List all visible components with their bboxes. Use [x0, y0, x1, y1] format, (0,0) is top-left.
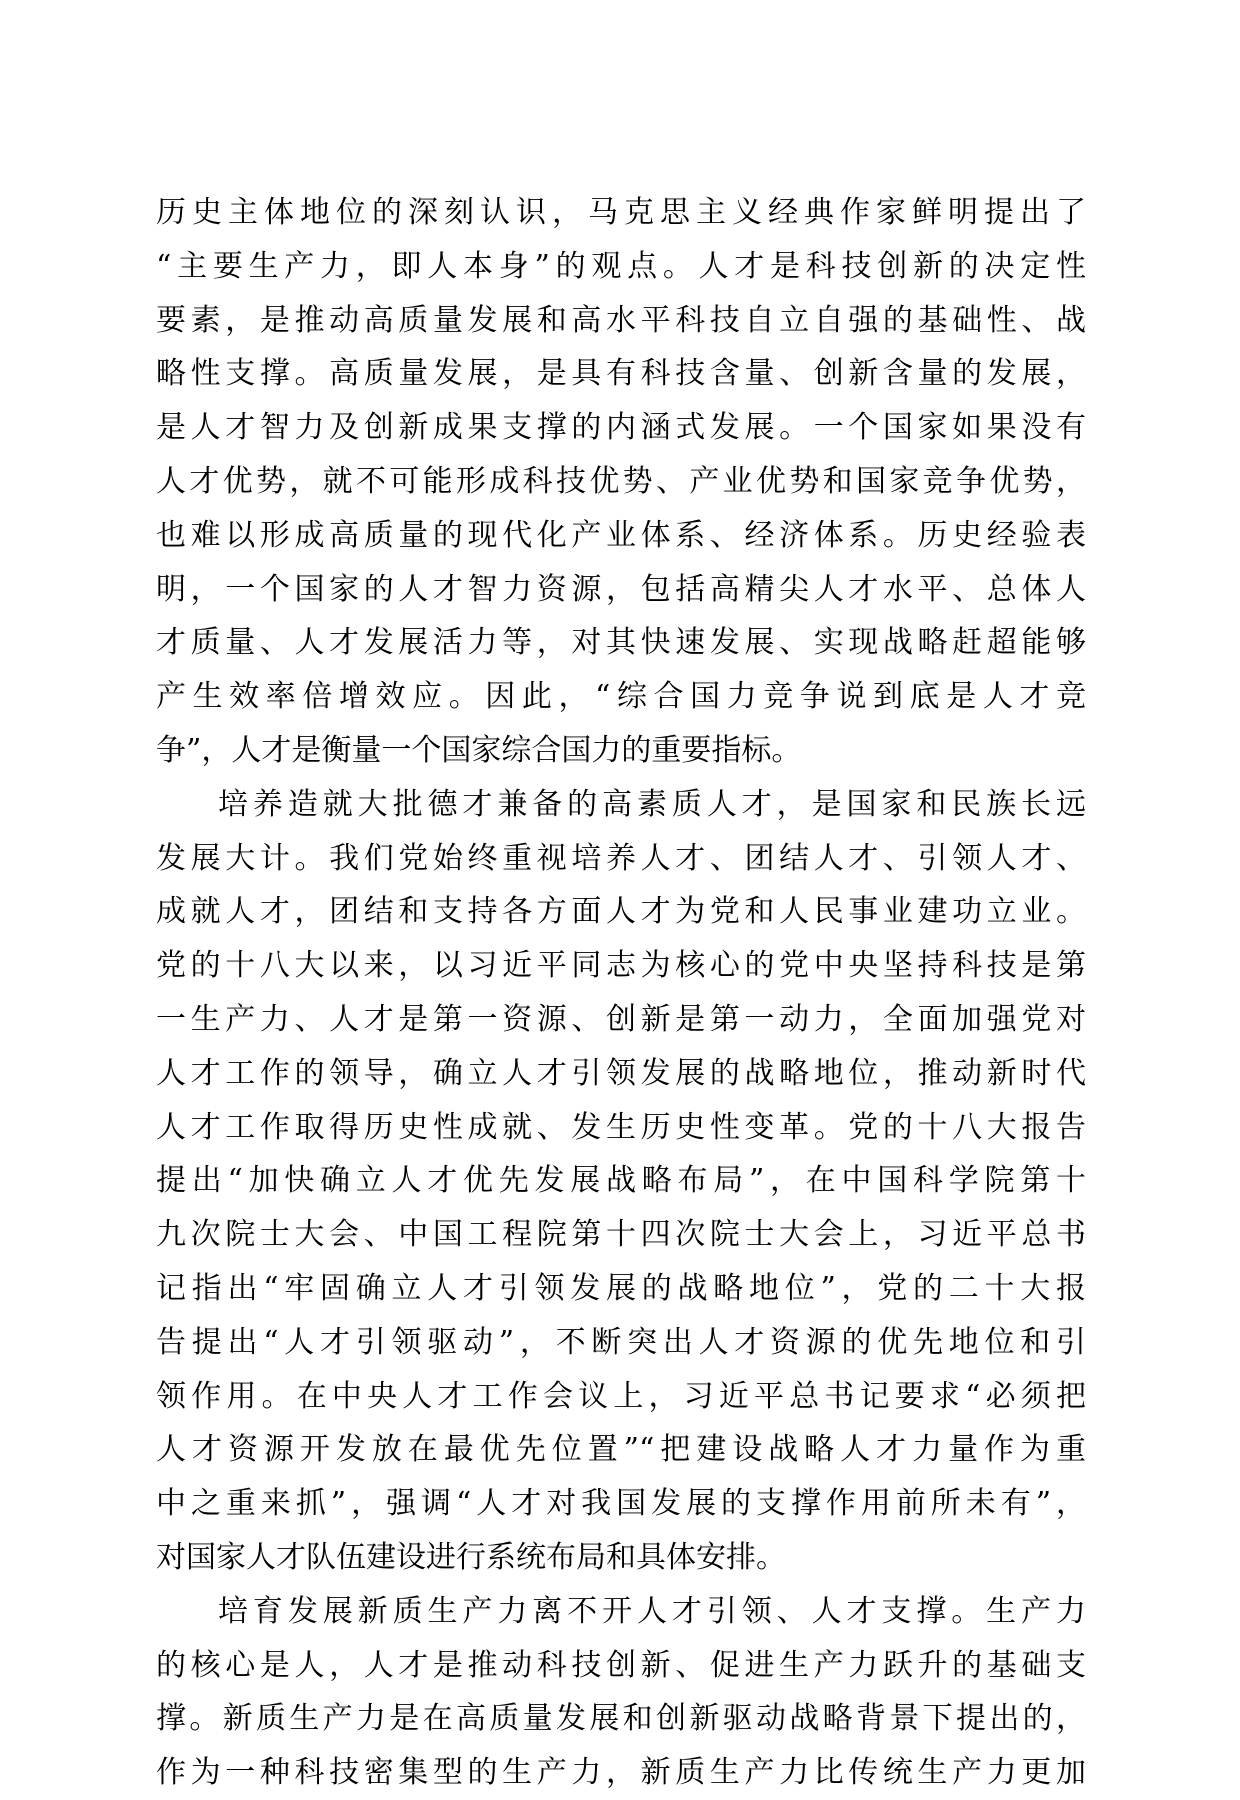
paragraph-start-line: 培养造就大批德才兼备的高素质人才，是国家和民族长远	[218, 786, 1086, 822]
text-line: 也难以形成高质量的现代化产业体系、经济体系。历史经验表	[156, 517, 1086, 553]
text-line: 才质量、人才发展活力等，对其快速发展、实现战略赶超能够	[156, 625, 1086, 661]
text-line: 是人才智力及创新成果支撑的内涵式发展。一个国家如果没有	[156, 410, 1086, 446]
text-line: “主要生产力，即人本身”的观点。人才是科技创新的决定性	[156, 248, 1086, 284]
text-line: 撑。新质生产力是在高质量发展和创新驱动战略背景下提出的，	[156, 1701, 1086, 1737]
text-line: 发展大计。我们党始终重视培养人才、团结人才、引领人才、	[156, 840, 1086, 876]
text-line: 略性支撑。高质量发展，是具有科技含量、创新含量的发展，	[156, 356, 1086, 392]
text-line: 人才优势，就不可能形成科技优势、产业优势和国家竞争优势，	[156, 463, 1086, 499]
text-line: 人才资源开发放在最优先位置”“把建设战略人才力量作为重	[156, 1432, 1086, 1468]
text-line: 记指出“牢固确立人才引领发展的战略地位”，党的二十大报	[156, 1270, 1086, 1306]
text-line: 告提出“人才引领驱动”，不断突出人才资源的优先地位和引	[156, 1324, 1086, 1360]
text-line: 人才工作的领导，确立人才引领发展的战略地位，推动新时代	[156, 1055, 1086, 1091]
text-line: 产生效率倍增效应。因此，“综合国力竞争说到底是人才竞	[156, 679, 1086, 715]
text-line: 的核心是人，人才是推动科技创新、促进生产力跃升的基础支	[156, 1647, 1086, 1683]
text-line: 一生产力、人才是第一资源、创新是第一动力，全面加强党对	[156, 1001, 1086, 1037]
paragraph-start-line: 培育发展新质生产力离不开人才引领、人才支撑。生产力	[218, 1593, 1086, 1629]
text-line: 九次院士大会、中国工程院第十四次院士大会上，习近平总书	[156, 1217, 1086, 1253]
text-line: 领作用。在中央人才工作会议上，习近平总书记要求“必须把	[156, 1378, 1086, 1414]
text-line: 历史主体地位的深刻认识，马克思主义经典作家鲜明提出了	[156, 195, 1086, 230]
paragraph-end-line: 争”，人才是衡量一个国家综合国力的重要指标。	[156, 732, 802, 768]
text-line: 成就人才，团结和支持各方面人才为党和人民事业建功立业。	[156, 894, 1086, 930]
paragraph-end-line: 对国家人才队伍建设进行系统布局和具体安排。	[156, 1539, 786, 1575]
text-line: 作为一种科技密集型的生产力，新质生产力比传统生产力更加	[156, 1755, 1086, 1791]
text-line: 要素，是推动高质量发展和高水平科技自立自强的基础性、战	[156, 302, 1086, 338]
text-line: 提出“加快确立人才优先发展战略布局”，在中国科学院第十	[156, 1163, 1086, 1199]
text-line: 人才工作取得历史性成就、发生历史性变革。党的十八大报告	[156, 1109, 1086, 1145]
text-line: 明，一个国家的人才智力资源，包括高精尖人才水平、总体人	[156, 571, 1086, 607]
text-line: 中之重来抓”，强调“人才对我国发展的支撑作用前所未有”，	[156, 1486, 1086, 1522]
text-line: 党的十八大以来，以习近平同志为核心的党中央坚持科技是第	[156, 948, 1086, 984]
document-body	[156, 186, 1086, 1800]
